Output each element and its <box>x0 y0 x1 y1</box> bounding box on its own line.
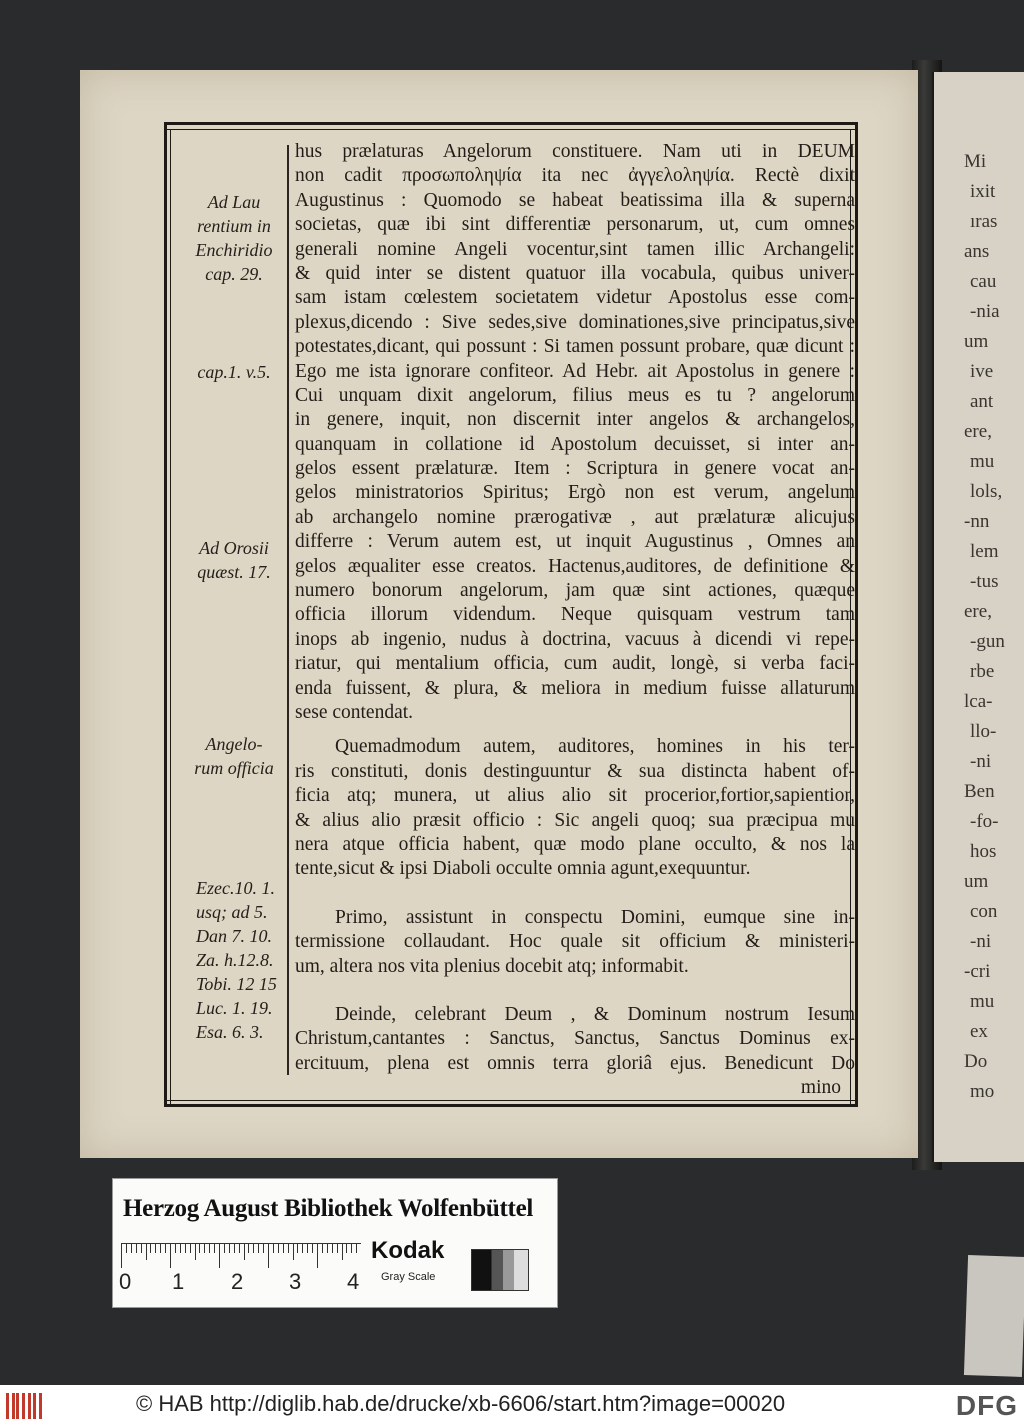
ruler-tick <box>175 1244 176 1253</box>
margin-note-line: usq; ad 5. <box>196 902 268 922</box>
ruler-tick <box>121 1244 122 1268</box>
ruler-tick <box>150 1244 151 1253</box>
adjacent-page-fragment: ant <box>970 391 994 412</box>
ruler-tick <box>234 1244 235 1253</box>
margin-note-line: Ezec.10. 1. <box>196 878 275 898</box>
text-line: ris constituti, donis destinguuntur & sua distincta habent of- <box>295 760 855 782</box>
text-line: tente,sicut & ipsi Diaboli occulte omnia agunt,exequuntur. <box>295 858 751 880</box>
scale-ruler <box>121 1243 361 1270</box>
adjacent-page-fragment: ans <box>964 241 990 262</box>
paragraph-gap <box>295 882 855 906</box>
adjacent-page-fragment: cau <box>970 271 997 292</box>
ruler-tick <box>337 1244 338 1253</box>
ruler-tick <box>322 1244 323 1253</box>
barcode-icon <box>6 1393 46 1419</box>
ruler-tick <box>204 1244 205 1253</box>
ruler-tick <box>155 1244 156 1253</box>
text-line: riatur, qui mentalium officia, cum audit, longè, si verba faci- <box>295 653 855 675</box>
text-line: Ego me ista ignorare confiteor. Ad Hebr. ait Apostolus in genere : <box>295 360 855 382</box>
adjacent-page-fragment: lem <box>970 541 999 562</box>
ruler-tick <box>244 1244 245 1260</box>
ruler-tick <box>146 1244 147 1260</box>
ruler-tick <box>258 1244 259 1253</box>
text-line: enda fuissent, & plura, & meliora in medium fuisse allaturum <box>295 677 855 699</box>
ruler-tick <box>199 1244 200 1253</box>
text-line: numero bonorum angelorum, jam quæ sint actiones, quæque <box>295 580 855 602</box>
text-line: sam istam cœlestem societatem videtur Apostolus esse com- <box>295 287 855 309</box>
text-line: societas, quæ ibi sint differentiæ personarum, ut, cum omnes <box>295 214 855 236</box>
catchword: mino <box>800 1077 841 1099</box>
text-line: ficia atq; munera, ut alius alio sit procerior,fortior,sapientior, <box>295 785 855 807</box>
footer-copyright: © HAB http://diglib.hab.de/drucke/xb-6606/start.htm?image=00020 <box>136 1391 786 1416</box>
margin-note-line: Za. h.12.8. <box>196 950 274 970</box>
ruler-tick <box>273 1244 274 1253</box>
text-line: generali nomine Angeli vocentur,sint tamen illic Archangeli: <box>295 238 855 260</box>
text-line: Cui unquam dixit angelorum, filius meus es tu ? angelorum <box>295 384 855 406</box>
adjacent-page-fragment: ex <box>970 1021 988 1042</box>
text-line: in genere, inquit, non discernit inter angelos & archangelos, <box>295 409 855 431</box>
barcode-stripe <box>33 1393 36 1419</box>
margin-note-line: Dan 7. 10. <box>196 926 272 946</box>
text-line: non cadit προσωποληψία ita nec ἀγγελοληψία. Rectè dixit <box>295 165 855 187</box>
ruler-tick <box>297 1244 298 1253</box>
adjacent-page-fragment: um <box>964 331 989 352</box>
ruler-tick <box>131 1244 132 1253</box>
ruler-tick <box>185 1244 186 1253</box>
gray-scale-swatch <box>471 1249 529 1291</box>
margin-note-line: Ad Orosii <box>199 538 269 558</box>
text-line: termissione collaudant. Hoc quale sit officium & ministeri- <box>295 931 855 953</box>
paragraph-gap <box>295 979 855 1003</box>
ruler-tick <box>268 1244 269 1268</box>
adjacent-page-fragment: rbe <box>970 661 995 682</box>
margin-note-line: Ad Lau <box>207 192 261 212</box>
adjacent-page-fragment: ere, <box>964 601 992 622</box>
dfg-logo: DFG <box>955 1390 1018 1421</box>
margin-note-officia <box>182 732 286 780</box>
adjacent-page-fragment: -cri <box>964 961 991 982</box>
text-line: ab archangelo nomine prærogativæ , aut prælaturæ alicujus <box>295 506 855 528</box>
side-card-fragment <box>964 1255 1024 1377</box>
adjacent-page-fragment: um <box>964 871 989 892</box>
barcode-stripe <box>39 1393 42 1419</box>
library-card <box>112 1178 558 1308</box>
ruler-tick <box>317 1244 318 1268</box>
frame-rule <box>164 122 167 1107</box>
frame-rule <box>165 122 857 125</box>
ruler-tick <box>219 1244 220 1268</box>
text-line: Quemadmodum autem, auditores, homines in his ter- <box>335 736 855 758</box>
adjacent-page-fragment: con <box>970 901 998 922</box>
ruler-tick <box>302 1244 303 1253</box>
body-text <box>295 140 855 1100</box>
footer-bar <box>0 1385 1024 1425</box>
ruler-tick <box>346 1244 347 1253</box>
ruler-number: 4 <box>347 1269 360 1294</box>
margin-note-line: Luc. 1. 19. <box>196 998 273 1018</box>
adjacent-page-fragment: mu <box>970 991 995 1012</box>
ruler-tick <box>180 1244 181 1253</box>
adjacent-page-fragment: Mi <box>964 151 987 172</box>
adjacent-page-fragment: ere, <box>964 421 992 442</box>
text-line: differre : Verum autem est, ut inquit Augustinus , Omnes an <box>295 531 855 553</box>
adjacent-page-fragment: -tus <box>970 571 999 592</box>
adjacent-page-fragment: mo <box>970 1081 995 1102</box>
margin-note-line: quæst. 17. <box>197 562 271 582</box>
ruler-tick <box>283 1244 284 1253</box>
margin-note-augustine <box>182 190 286 286</box>
text-line: hus prælaturas Angelorum constituere. Nam uti in DEUM <box>295 141 855 162</box>
barcode-stripe <box>12 1393 15 1419</box>
adjacent-page-fragment: -ni <box>970 751 992 772</box>
ruler-tick <box>293 1244 294 1260</box>
adjacent-page-fragment: ıras <box>970 211 998 232</box>
adjacent-page-fragment: -nn <box>964 511 990 532</box>
text-line: & quid inter se distent quatuor illa vocabula, quibus univer- <box>295 262 855 284</box>
adjacent-page-fragment: mu <box>970 451 995 472</box>
ruler-tick <box>312 1244 313 1253</box>
scanned-page <box>80 70 918 1158</box>
adjacent-page-fragment: Ben <box>964 781 995 802</box>
text-line: potestates,dicant, qui possunt : Si tamen possunt probare, quæ dicunt : <box>295 336 855 358</box>
ruler-tick <box>195 1244 196 1260</box>
ruler-number: 1 <box>172 1269 185 1294</box>
text-line: nera atque officia habent, quæ modo plane occulto, & nos la <box>295 833 855 855</box>
margin-note-orosius <box>182 536 286 584</box>
barcode-stripe <box>28 1393 31 1419</box>
paragraph-gap <box>295 725 855 735</box>
adjacent-page-fragment: Do <box>964 1051 988 1072</box>
adjacent-page-fragment: llo- <box>970 721 997 742</box>
ruler-tick <box>327 1244 328 1253</box>
barcode-stripe <box>16 1393 19 1419</box>
frame-rule <box>855 122 858 1107</box>
ruler-tick <box>288 1244 289 1253</box>
ruler-tick <box>356 1244 357 1253</box>
ruler-number: 0 <box>119 1269 132 1294</box>
ruler-tick <box>136 1244 137 1253</box>
ruler-tick <box>263 1244 264 1253</box>
ruler-tick <box>229 1244 230 1253</box>
ruler-tick <box>141 1244 142 1253</box>
margin-note-cap <box>182 360 286 384</box>
adjacent-page-fragment: lols, <box>970 481 1003 502</box>
ruler-tick <box>248 1244 249 1253</box>
ruler-tick <box>278 1244 279 1253</box>
text-line: gelos essent prælaturæ. Item : Scriptura in genere vocat an- <box>295 458 855 480</box>
text-line: Deinde, celebrant Deum , & Dominum nostrum Iesum <box>335 1003 855 1025</box>
text-line: Augustinus : Quomodo se habeat beatissima illa & superna <box>295 189 855 211</box>
ruler-tick <box>126 1244 127 1253</box>
text-line: gelos ministratorios Spiritus; Ergò non est verum, angelum <box>295 482 855 504</box>
text-line: Christum,cantantes : Sanctus, Sanctus, Sanctus Dominus ex- <box>295 1028 855 1050</box>
margin-note-line: Esa. 6. 3. <box>196 1022 264 1042</box>
adjacent-page-fragment: lca- <box>964 691 993 712</box>
text-line: & alius alio præsit officio : Sic angeli quoq; sua præcipua mu <box>295 809 855 831</box>
ruler-tick <box>170 1244 171 1268</box>
text-line: officia illorum videndum. Neque quisquam vestrum tam <box>295 604 855 626</box>
adjacent-page <box>932 72 1024 1162</box>
margin-note-line: rum officia <box>194 758 274 778</box>
margin-note-line: cap.1. v.5. <box>197 362 271 382</box>
ruler-tick <box>209 1244 210 1253</box>
margin-note-bible-refs <box>196 876 300 1044</box>
kodak-logo: Kodak <box>371 1237 445 1264</box>
ruler-tick <box>165 1244 166 1253</box>
text-line: um, altera nos vita plenius docebit atq; informabit. <box>295 955 689 977</box>
frame-rule <box>165 129 857 130</box>
ruler-tick <box>214 1244 215 1253</box>
ruler-tick <box>190 1244 191 1253</box>
ruler-tick <box>307 1244 308 1253</box>
text-line: ercituum, plena est omnis terra gloriâ ejus. Benedicunt Do <box>295 1052 855 1074</box>
adjacent-page-fragment: -gun <box>970 631 1005 652</box>
adjacent-page-fragment: -nia <box>970 301 1000 322</box>
ruler-tick <box>239 1244 240 1253</box>
adjacent-page-fragment: hos <box>970 841 997 862</box>
gray-scale-label: Gray Scale <box>381 1271 436 1283</box>
margin-note-line: Angelo- <box>205 734 263 754</box>
text-line: plexus,dicendo : Sive sedes,sive dominationes,sive principatus,sive <box>295 311 855 333</box>
ruler-tick <box>253 1244 254 1253</box>
frame-rule <box>165 1104 857 1107</box>
text-line: gelos æqualiter esse creatos. Hactenus,auditores, de definitione & <box>295 555 855 577</box>
text-line: inops ab ingenio, nudus à doctrina, vacuus à dicendi vi repe- <box>295 628 855 650</box>
barcode-stripe <box>22 1393 25 1419</box>
ruler-number: 3 <box>289 1269 302 1294</box>
ruler-tick <box>332 1244 333 1253</box>
adjacent-page-fragment: ive <box>970 361 994 382</box>
library-name: Herzog August Bibliothek Wolfenbüttel <box>123 1195 534 1222</box>
adjacent-page-fragment: ixit <box>970 181 996 202</box>
ruler-tick <box>342 1244 343 1260</box>
margin-note-line: rentium in <box>197 216 271 236</box>
text-line: quanquam in collatione id Apostolum decuisset, si inter an- <box>295 433 855 455</box>
text-line: sese contendat. <box>295 701 414 723</box>
margin-note-line: Enchiridio <box>195 240 273 260</box>
ruler-tick <box>351 1244 352 1253</box>
margin-note-line: Tobi. 12 15 <box>196 974 277 994</box>
frame-rule <box>170 129 171 1104</box>
ruler-number: 2 <box>231 1269 244 1294</box>
adjacent-page-fragment: -ni <box>970 931 992 952</box>
ruler-tick <box>160 1244 161 1253</box>
ruler-tick <box>224 1244 225 1253</box>
barcode-stripe <box>6 1393 9 1419</box>
adjacent-page-fragment: -fo- <box>970 811 999 832</box>
margin-note-line: cap. 29. <box>205 264 263 284</box>
text-line: Primo, assistunt in conspectu Domini, eumque sine in- <box>335 906 855 928</box>
